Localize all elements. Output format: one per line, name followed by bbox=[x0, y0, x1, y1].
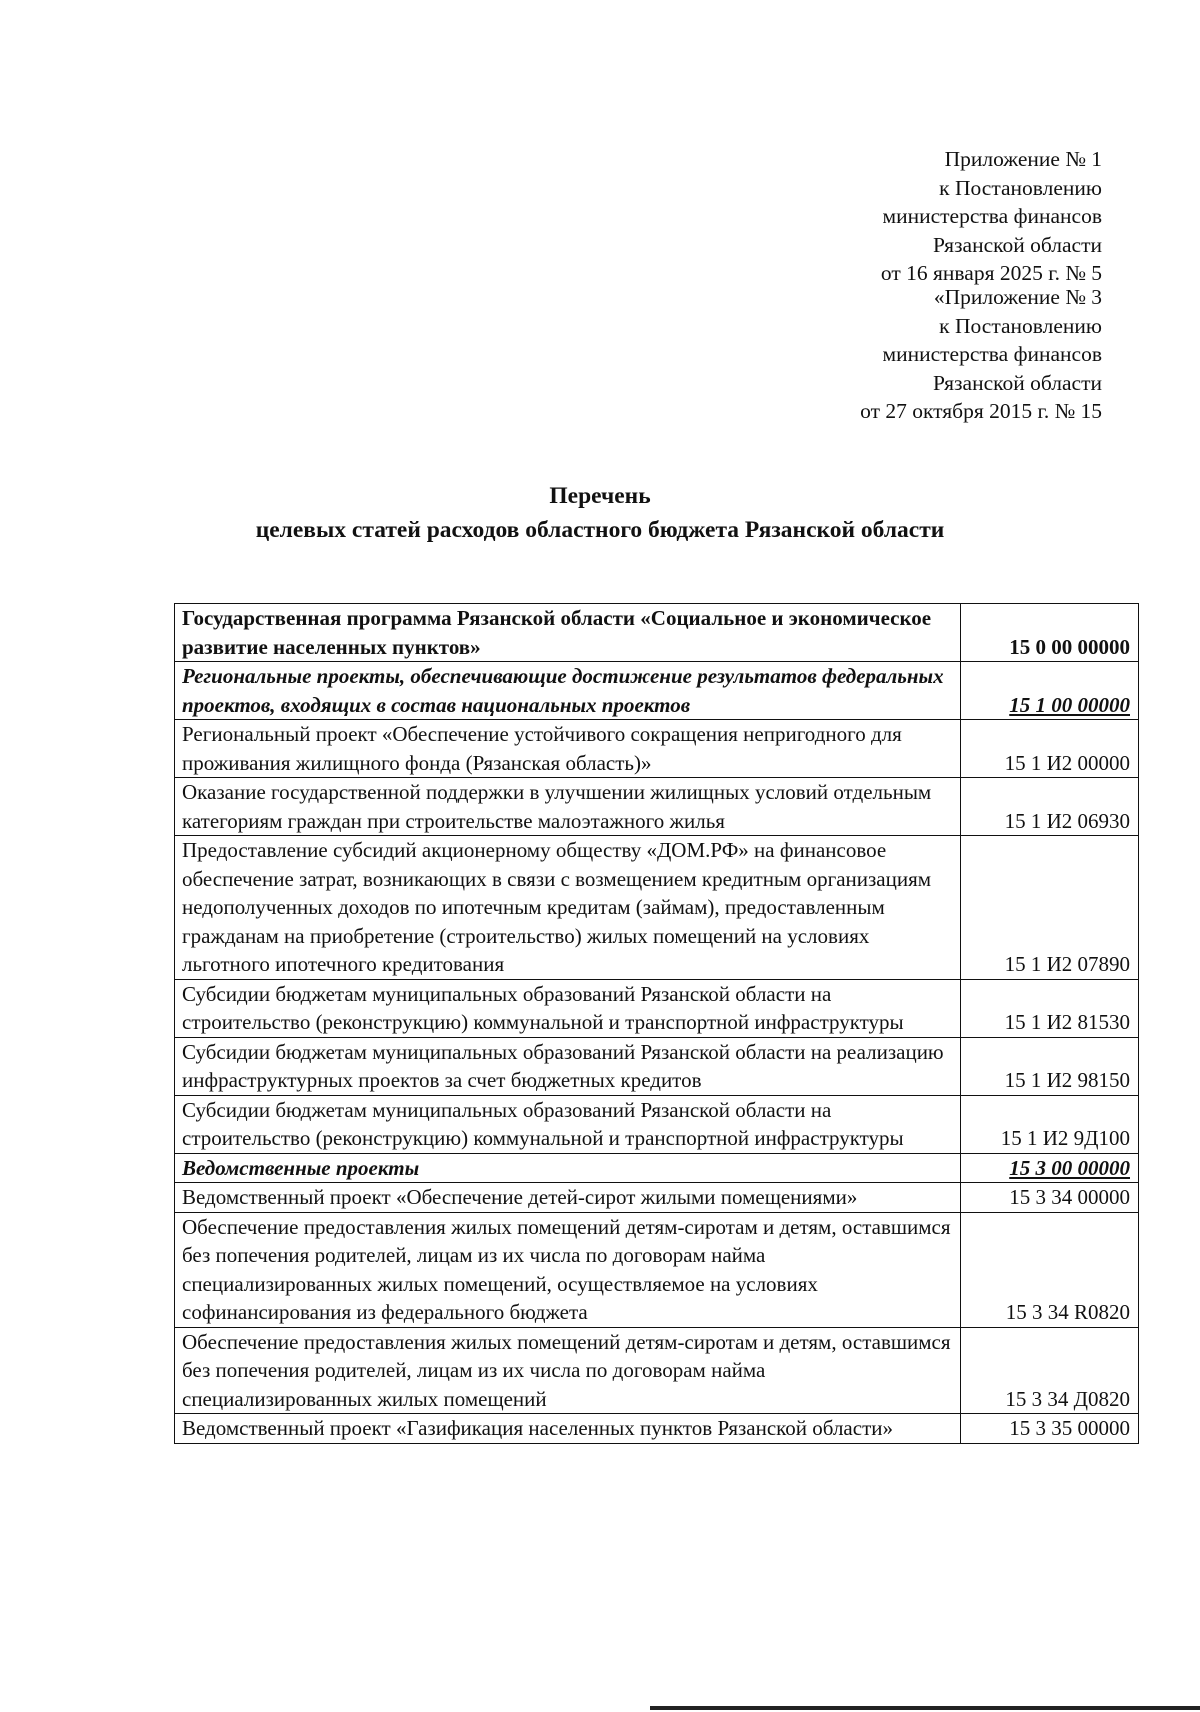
table-row bbox=[175, 720, 1139, 778]
item-code: 15 3 34 Д0820 bbox=[961, 1327, 1139, 1414]
item-code: 15 3 34 R0820 bbox=[961, 1212, 1139, 1327]
document-subtitle: целевых статей расходов областного бюджета Рязанской области bbox=[255, 517, 945, 543]
item-code: 15 1 00 00000 bbox=[961, 662, 1139, 720]
item-code: 15 3 34 00000 bbox=[961, 1183, 1139, 1213]
item-name: Субсидии бюджетам муниципальных образований Рязанской области на строительство (реконструкцию) коммунальной и транспортной инфраструктуры bbox=[175, 1095, 961, 1153]
item-name: Государственная программа Рязанской области «Социальное и экономическое развитие населенных пунктов» bbox=[175, 604, 961, 662]
item-code: 15 1 И2 00000 bbox=[961, 720, 1139, 778]
appendix-3-header bbox=[860, 283, 1102, 426]
table-row bbox=[175, 604, 1139, 662]
appendix-3-line: к Постановлению bbox=[939, 313, 1102, 338]
item-code: 15 1 И2 81530 bbox=[961, 979, 1139, 1037]
appendix-3-line: от 27 октября 2015 г. № 15 bbox=[860, 399, 1102, 424]
table-row bbox=[175, 836, 1139, 980]
item-name: Региональный проект «Обеспечение устойчивого сокращения непригодного для проживания жилищного фонда (Рязанская область)» bbox=[175, 720, 961, 778]
appendix-3-line: Рязанской области bbox=[933, 370, 1102, 395]
item-code: 15 3 00 00000 bbox=[961, 1153, 1139, 1183]
item-code: 15 1 И2 06930 bbox=[961, 778, 1139, 836]
appendix-3-line: «Приложение № 3 bbox=[933, 285, 1102, 309]
item-code: 15 1 И2 98150 bbox=[961, 1037, 1139, 1095]
item-code: 15 1 И2 9Д100 bbox=[961, 1095, 1139, 1153]
item-name: Ведомственные проекты bbox=[175, 1153, 961, 1183]
table-row bbox=[175, 1183, 1139, 1213]
item-name: Обеспечение предоставления жилых помещений детям-сиротам и детям, оставшимся без попечения родителей, лицам из их числа по договорам найма специализированных жилых помещений, осуществляемое на условиях софинансирования из федерального бюджета bbox=[175, 1212, 961, 1327]
appendix-3-line: министерства финансов bbox=[882, 342, 1102, 367]
expense-items-table bbox=[174, 603, 1139, 1444]
table-row bbox=[175, 979, 1139, 1037]
table-row bbox=[175, 1095, 1139, 1153]
table-row bbox=[175, 778, 1139, 836]
item-name: Оказание государственной поддержки в улучшении жилищных условий отдельным категориям граждан при строительстве малоэтажного жилья bbox=[175, 778, 961, 836]
item-name: Предоставление субсидий акционерному обществу «ДОМ.РФ» на финансовое обеспечение затрат, возникающих в связи с возмещением кредитным организациям недополученных доходов по ипотечным кредитам (займам), предоставленным гражданам на приобретение (строительство) жилых помещений на условиях льготного ипотечного кредитования bbox=[175, 836, 961, 980]
table-row bbox=[175, 1327, 1139, 1414]
item-name: Региональные проекты, обеспечивающие достижение результатов федеральных проектов, входящих в состав национальных проектов bbox=[175, 662, 961, 720]
item-name: Субсидии бюджетам муниципальных образований Рязанской области на строительство (реконструкцию) коммунальной и транспортной инфраструктуры bbox=[175, 979, 961, 1037]
item-name: Субсидии бюджетам муниципальных образований Рязанской области на реализацию инфраструктурных проектов за счет бюджетных кредитов bbox=[175, 1037, 961, 1095]
item-name: Обеспечение предоставления жилых помещений детям-сиротам и детям, оставшимся без попечения родителей, лицам из их числа по договорам найма специализированных жилых помещений bbox=[175, 1327, 961, 1414]
appendix-1-line: Рязанской области bbox=[933, 232, 1102, 257]
appendix-1-header bbox=[881, 145, 1102, 288]
table-row bbox=[175, 1212, 1139, 1327]
item-name: Ведомственный проект «Газификация населенных пунктов Рязанской области» bbox=[175, 1414, 961, 1444]
table-row bbox=[175, 1414, 1139, 1444]
page-edge-line bbox=[650, 1706, 1200, 1710]
item-code: 15 0 00 00000 bbox=[961, 604, 1139, 662]
table-row bbox=[175, 1153, 1139, 1183]
appendix-1-line: к Постановлению bbox=[939, 175, 1102, 200]
table-row bbox=[175, 662, 1139, 720]
appendix-1-line: министерства финансов bbox=[882, 204, 1102, 229]
document-title: Перечень bbox=[549, 483, 651, 509]
appendix-1-line: Приложение № 1 bbox=[944, 147, 1102, 171]
appendix-1-line: от 16 января 2025 г. № 5 bbox=[880, 261, 1102, 286]
item-code: 15 3 35 00000 bbox=[961, 1414, 1139, 1444]
item-code: 15 1 И2 07890 bbox=[961, 836, 1139, 980]
item-name: Ведомственный проект «Обеспечение детей-сирот жилыми помещениями» bbox=[175, 1183, 961, 1213]
table-row bbox=[175, 1037, 1139, 1095]
